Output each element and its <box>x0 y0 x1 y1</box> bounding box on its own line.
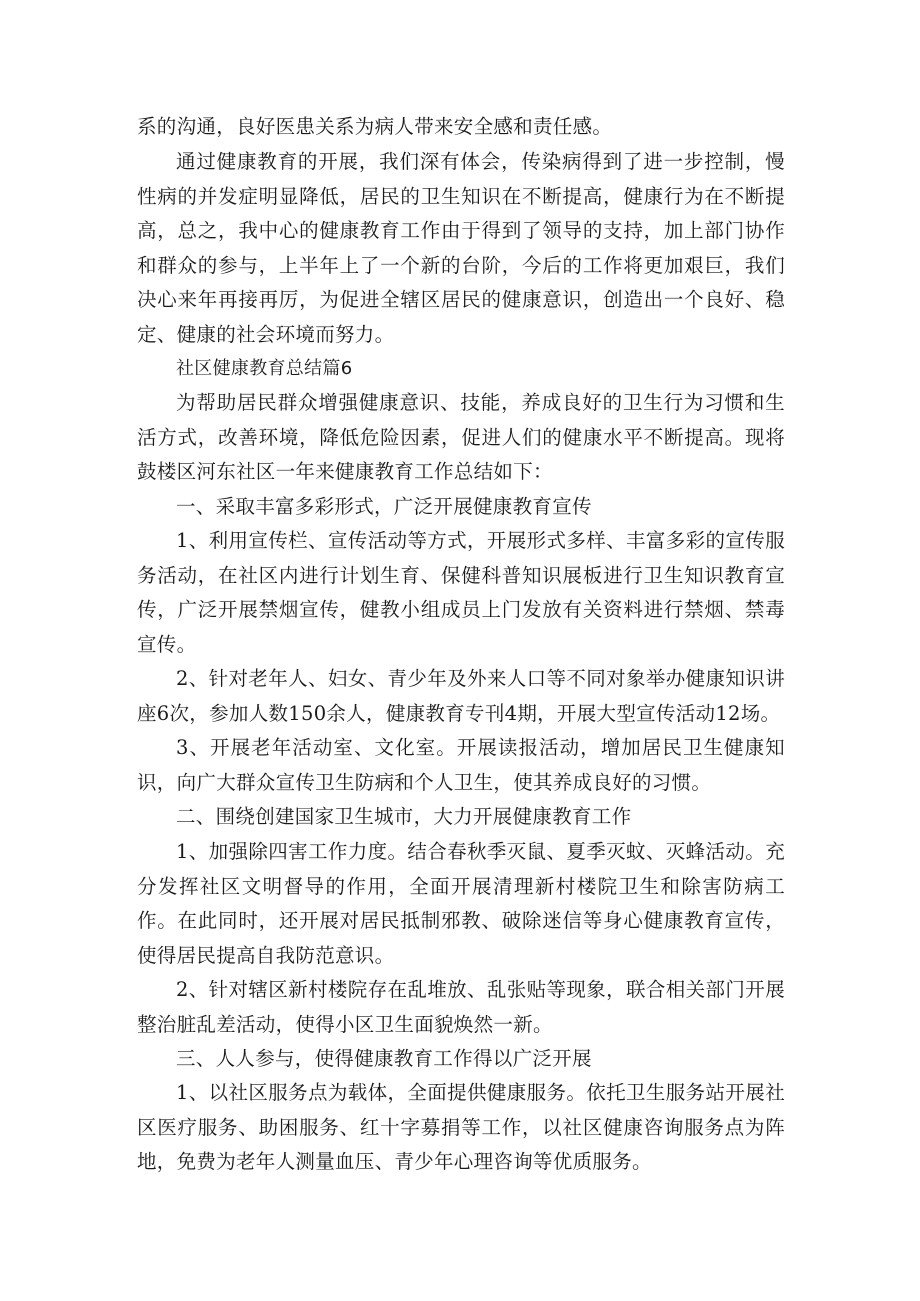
paragraph-summary: 通过健康教育的开展，我们深有体会，传染病得到了进一步控制，慢性病的并发症明显降低，居民的卫生知识在不断提高，健康行为在不断提高，总之，我中心的健康教育工作由于得到了领导的支持，加上部门协作和群众的参与，上半年上了一个新的台阶，今后的工作将更加艰巨，我们决心来年再接再厉，为促进全辖区居民的健康意识，创造出一个良好、稳定、健康的社会环境而努力。 <box>137 150 785 346</box>
list-item: 2、针对老年人、妇女、青少年及外来人口等不同对象举办健康知识讲座6次，参加人数150余人，健康教育专刊4期，开展大型宣传活动12场。 <box>137 667 785 725</box>
section-title: 社区健康教育总结篇6 <box>176 358 353 379</box>
list-item: 1、以社区服务点为载体，全面提供健康服务。依托卫生服务站开展社区医疗服务、助困服务、红十字募捐等工作，以社区健康咨询服务点为阵地，免费为老年人测量血压、青少年心理咨询等优质服务。 <box>137 1081 785 1173</box>
subheading-1: 一、采取丰富多彩形式，广泛开展健康教育宣传 <box>176 495 592 518</box>
list-item: 1、利用宣传栏、宣传活动等方式，开展形式多样、丰富多彩的宣传服务活动，在社区内进行计划生育、保健科普知识展板进行卫生知识教育宣传，广泛开展禁烟宣传，健教小组成员上门发放有关资料进行禁烟、禁毒宣传。 <box>137 529 785 656</box>
list-item: 2、针对辖区新村楼院存在乱堆放、乱张贴等现象，联合相关部门开展整治脏乱差活动，使得小区卫生面貌焕然一新。 <box>137 978 785 1036</box>
list-item: 1、加强除四害工作力度。结合春秋季灭鼠、夏季灭蚊、灭蜂活动。充分发挥社区文明督导的作用，全面开展清理新村楼院卫生和除害防病工作。在此同时，还开展对居民抵制邪教、破除迷信等身心健康教育宣传，使得居民提高自我防范意识。 <box>137 840 785 967</box>
list-item: 3、开展老年活动室、文化室。开展读报活动，增加居民卫生健康知识，向广大群众宣传卫生防病和个人卫生，使其养成良好的习惯。 <box>137 736 785 794</box>
paragraph-continuation: 系的沟通，良好医患关系为病人带来安全感和责任感。 <box>137 115 613 138</box>
subheading-3: 三、人人参与，使得健康教育工作得以广泛开展 <box>176 1047 592 1070</box>
subheading-2: 二、围绕创建国家卫生城市，大力开展健康教育工作 <box>176 805 632 828</box>
paragraph-intro: 为帮助居民群众增强健康意识、技能，养成良好的卫生行为习惯和生活方式，改善环境，降低危险因素，促进人们的健康水平不断提高。现将鼓楼区河东社区一年来健康教育工作总结如下： <box>137 391 785 483</box>
